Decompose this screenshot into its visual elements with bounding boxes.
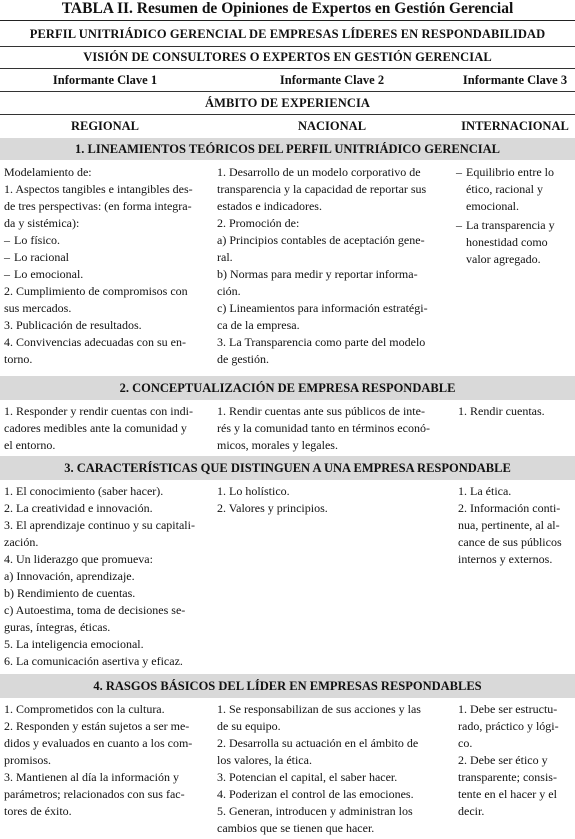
section-2-col-3 bbox=[458, 403, 572, 420]
text-line: 2. Debe ser ético y bbox=[458, 753, 548, 767]
text-line: 1. Rendir cuentas ante sus públicos de inte- bbox=[217, 404, 425, 418]
text-line: a) Innovación, aprendizaje. bbox=[4, 569, 135, 583]
section-1-col-2 bbox=[217, 164, 449, 368]
section-1-col-1 bbox=[4, 164, 209, 368]
dash-list-item: – Lo racional bbox=[4, 249, 209, 266]
text-line: 3. La Transparencia como parte del modelo bbox=[217, 335, 426, 349]
section-2-col-1 bbox=[4, 403, 209, 454]
text-line: 1. Desarrollo de un modelo corporativo de bbox=[217, 165, 421, 179]
text-line: 1. Rendir cuentas. bbox=[458, 404, 545, 418]
text-line: 4. Un liderazgo que promueva: bbox=[4, 552, 153, 566]
text-line: tores de éxito. bbox=[4, 804, 72, 818]
text-line: c) Autoestima, toma de decisiones se- bbox=[4, 603, 186, 617]
text-line: Modelamiento de: bbox=[4, 165, 92, 179]
text-line: 1. Aspectos tangibles e intangibles des- bbox=[4, 182, 193, 196]
text-line: 2. Desarrolla su actuación en el ámbito de bbox=[217, 736, 419, 750]
dash-list-item: – La transparencia y bbox=[456, 217, 572, 234]
text-line: tente en el hacer y el bbox=[458, 787, 557, 801]
text-line: ción. bbox=[217, 284, 241, 298]
informant-3: Informante Clave 3 bbox=[462, 73, 568, 87]
text-line: b) Rendimiento de cuentas. bbox=[4, 586, 136, 600]
section-3-col-3 bbox=[458, 483, 572, 568]
dash-list-item: – Equilibrio entre lo bbox=[456, 164, 572, 181]
text-line: internos y externos. bbox=[458, 552, 553, 566]
text-line: 3. Publicación de resultados. bbox=[4, 318, 142, 332]
scope-international: INTERNACIONAL bbox=[461, 119, 569, 133]
text-line: sus mercados. bbox=[4, 301, 72, 315]
text-line: de su equipo. bbox=[217, 719, 281, 733]
text-line: decir. bbox=[458, 804, 485, 818]
section-1-col-3 bbox=[456, 164, 572, 268]
text-line: 3. El aprendizaje continuo y su capitali- bbox=[4, 518, 195, 532]
text-line: 2. Responden y están sujetos a ser me- bbox=[4, 719, 190, 733]
text-line: 1. Debe ser estructu- bbox=[458, 702, 558, 716]
text-line: emocional. bbox=[466, 199, 519, 213]
text-line: 5. Generan, introducen y administran los bbox=[217, 804, 413, 818]
text-line: de gestión. bbox=[217, 352, 269, 366]
section-4-col-2 bbox=[217, 701, 449, 837]
text-line: cambios que se tienen que hacer. bbox=[217, 821, 375, 835]
section-heading-3: 3. CARACTERÍSTICAS QUE DISTINGUEN A UNA EMPRESA RESPONDABLE bbox=[0, 456, 575, 480]
text-line: cance de sus públicos bbox=[458, 535, 562, 549]
text-line: co. bbox=[458, 736, 473, 750]
section-3-col-1 bbox=[4, 483, 209, 670]
section-3-col-2 bbox=[217, 483, 449, 517]
text-line: rés y la comunidad tanto en términos econó- bbox=[217, 421, 430, 435]
text-line: valor agregado. bbox=[466, 252, 541, 266]
text-line: 4. Convivencias adecuadas con su en- bbox=[4, 335, 186, 349]
text-line: 1. El conocimiento (saber hacer). bbox=[4, 484, 164, 498]
text-line: rado, práctico y lógi- bbox=[458, 719, 559, 733]
informants-row bbox=[0, 73, 575, 91]
scope-title: ÁMBITO DE EXPERIENCIA bbox=[204, 96, 371, 110]
section-heading-4: 4. RASGOS BÁSICOS DEL LÍDER EN EMPRESAS RESPONDABLES bbox=[0, 674, 575, 698]
text-line: 1. Responder y rendir cuentas con indi- bbox=[4, 404, 193, 418]
text-line: 2. Promoción de: bbox=[217, 216, 300, 230]
dash-list-item: – Lo físico. bbox=[4, 232, 209, 249]
text-line: 6. La comunicación asertiva y eficaz. bbox=[4, 654, 183, 668]
subtitle-vision: VISIÓN DE CONSULTORES O EXPERTOS EN GESTIÓN GERENCIAL bbox=[83, 50, 492, 64]
section-2-col-2 bbox=[217, 403, 449, 454]
text-line: 1. La ética. bbox=[458, 484, 512, 498]
text-line: estados e indicadores. bbox=[217, 199, 322, 213]
section-4-col-3 bbox=[458, 701, 572, 820]
scope-national: NACIONAL bbox=[297, 119, 367, 133]
text-line: c) Lineamientos para información estratégi- bbox=[217, 301, 428, 315]
section-4-col-1 bbox=[4, 701, 209, 820]
text-line: 3. Mantienen al día la información y bbox=[4, 770, 179, 784]
informant-2: Informante Clave 2 bbox=[279, 73, 385, 87]
text-line: cadores medibles ante la comunidad y bbox=[4, 421, 187, 435]
text-line: ral. bbox=[217, 250, 233, 264]
dash-list-item: – Lo emocional. bbox=[4, 266, 209, 283]
text-line: nua, pertinente, al al- bbox=[458, 518, 560, 532]
text-line: 1. Se responsabilizan de sus acciones y las bbox=[217, 702, 421, 716]
table-title: TABLA II. Resumen de Opiniones de Expertos en Gestión Gerencial bbox=[0, 0, 575, 21]
text-line: didos y evaluados en cuanto a los com- bbox=[4, 736, 193, 750]
divider bbox=[0, 46, 575, 47]
text-line: torno. bbox=[4, 352, 33, 366]
informant-1: Informante Clave 1 bbox=[52, 73, 158, 87]
text-line: b) Normas para medir y reportar informa- bbox=[217, 267, 418, 281]
section-heading-2: 2. CONCEPTUALIZACIÓN DE EMPRESA RESPONDABLE bbox=[0, 376, 575, 400]
divider bbox=[0, 91, 575, 92]
text-line: ca de la empresa. bbox=[217, 318, 300, 332]
scopes-row bbox=[0, 119, 575, 137]
subtitle-profile: PERFIL UNITRIÁDICO GERENCIAL DE EMPRESAS LÍDERES EN RESPONDABILIDAD bbox=[29, 27, 546, 41]
text-line: a) Principios contables de aceptación gene- bbox=[217, 233, 425, 247]
text-line: 2. Valores y principios. bbox=[217, 501, 328, 515]
text-line: promisos. bbox=[4, 753, 52, 767]
scope-regional: REGIONAL bbox=[70, 119, 140, 133]
text-line: el entorno. bbox=[4, 438, 56, 452]
text-line: 1. Comprometidos con la cultura. bbox=[4, 702, 165, 716]
text-line: da y sistémica): bbox=[4, 216, 80, 230]
divider bbox=[0, 68, 575, 69]
text-line: 1. Lo holístico. bbox=[217, 484, 290, 498]
text-line: ético, racional y bbox=[466, 182, 543, 196]
section-heading-1: 1. LINEAMIENTOS TEÓRICOS DEL PERFIL UNITRIÁDICO GERENCIAL bbox=[0, 138, 575, 160]
text-line: 2. Cumplimiento de compromisos con bbox=[4, 284, 188, 298]
divider bbox=[0, 114, 575, 115]
text-line: transparencia y la capacidad de reportar sus bbox=[217, 182, 427, 196]
text-line: micos, morales y legales. bbox=[217, 438, 338, 452]
text-line: 2. La creatividad e innovación. bbox=[4, 501, 153, 515]
text-line: transparente; consis- bbox=[458, 770, 557, 784]
text-line: guras, íntegras, éticas. bbox=[4, 620, 111, 634]
text-line: 5. La inteligencia emocional. bbox=[4, 637, 144, 651]
text-line: de tres perspectivas: (en forma integra- bbox=[4, 199, 192, 213]
text-line: zación. bbox=[4, 535, 39, 549]
text-line: 4. Poderizan el control de las emociones. bbox=[217, 787, 414, 801]
text-line: 3. Potencian el capital, el saber hacer. bbox=[217, 770, 398, 784]
text-line: 2. Información conti- bbox=[458, 501, 561, 515]
text-line: los valores, la ética. bbox=[217, 753, 312, 767]
text-line: honestidad como bbox=[466, 235, 548, 249]
text-line: parámetros; relacionados con sus fac- bbox=[4, 787, 185, 801]
